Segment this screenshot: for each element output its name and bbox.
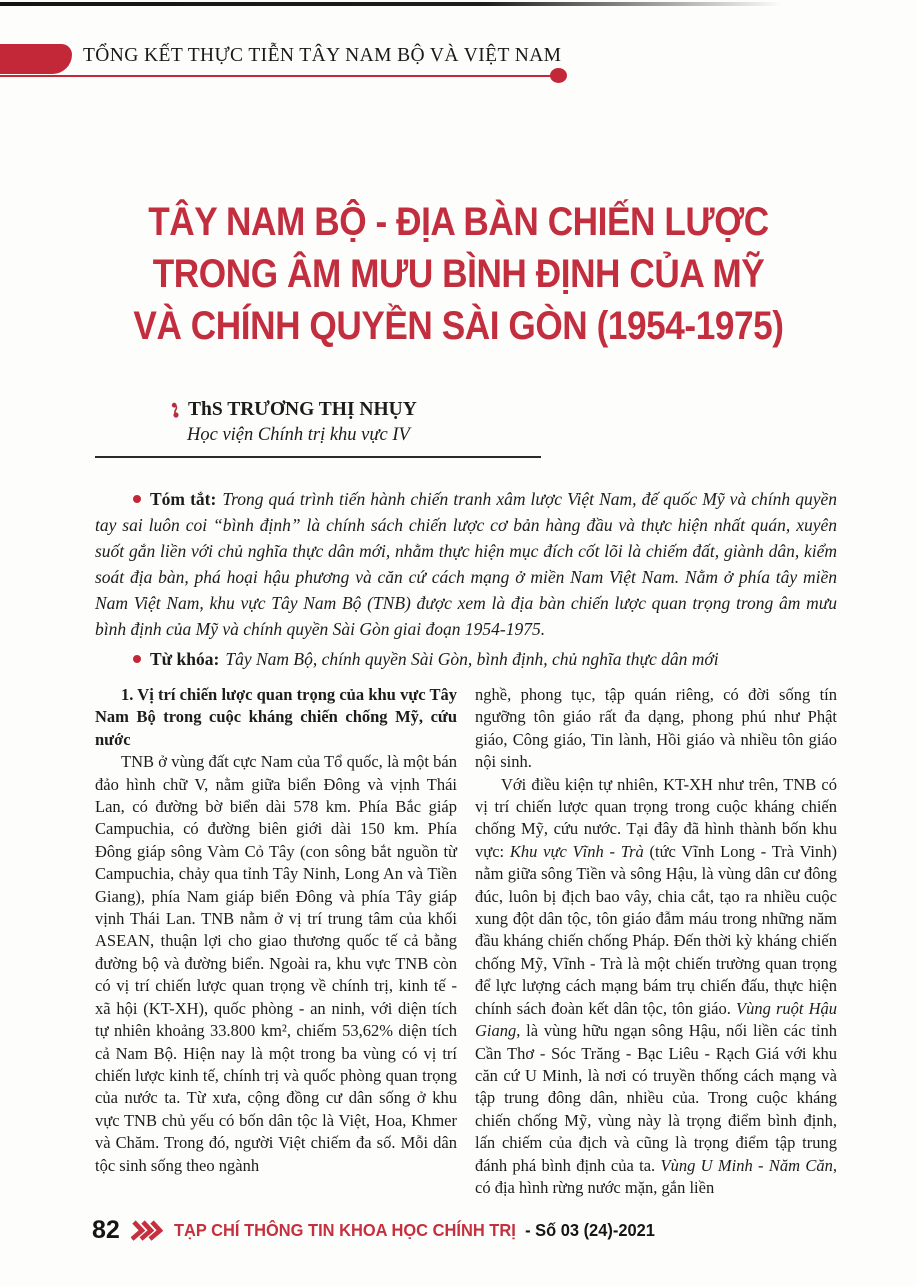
page-number: 82 [92, 1216, 120, 1244]
keywords-text: Tây Nam Bộ, chính quyền Sài Gòn, bình định, chủ nghĩa thực dân mới [225, 649, 719, 669]
abstract-paragraph [95, 486, 837, 642]
header-underline [0, 75, 554, 77]
article-title [55, 196, 862, 352]
running-head [0, 43, 917, 89]
author-block [170, 399, 417, 446]
header-ribbon-icon [0, 44, 72, 74]
author-affiliation: Học viện Chính trị khu vực IV [187, 425, 410, 445]
right-column-paragraph-1: nghề, phong tục, tập quán riêng, có đời sống tín ngưỡng tôn giáo rất đa dạng, phong phú như Phật giáo, Công giáo, Tin lành, Hồi giáo và nhiều tôn giáo nội sinh. [475, 685, 837, 772]
author-line [170, 399, 417, 421]
journal-issue: - Số 03 (24)-2021 [524, 1220, 655, 1240]
keywords-line [95, 646, 837, 672]
article-title-line-2: TRONG ÂM MƯU BÌNH ĐỊNH CỦA MỸ [152, 252, 765, 296]
abstract-text: Trong quá trình tiến hành chiến tranh xâm lược Việt Nam, đế quốc Mỹ và chính quyền tay sai luôn coi “bình định” là chính sách chiến lược cơ bản hàng đầu và thực hiện nhất quán, xuyên suốt gắn liền với chủ nghĩa thực dân mới, nhằm thực hiện mục đích cốt lõi là chiếm đất, giành dân, kiểm soát địa bàn, phá hoại hậu phương và căn cứ cách mạng ở miền Nam Việt Nam. Nằm ở phía tây miền Nam Việt Nam, khu vực Tây Nam Bộ (TNB) được xem là địa bàn chiến lược quan trọng trong âm mưu bình định của Mỹ và chính quyền Sài Gòn giai đoạn 1954-1975. [95, 489, 838, 639]
journal-line [174, 1220, 655, 1241]
footer-chevrons-icon [131, 1220, 163, 1242]
article-title-line-3: VÀ CHÍNH QUYỀN SÀI GÒN (1954-1975) [133, 304, 784, 348]
section-1-heading: 1. Vị trí chiến lược quan trọng của khu vực Tây Nam Bộ trong cuộc kháng chiến chống Mỹ, cứu nước [95, 685, 457, 749]
article-title-line-1: TÂY NAM BỘ - ĐỊA BÀN CHIẾN LƯỢC [148, 200, 769, 244]
abstract-bullet-icon [133, 495, 141, 503]
abstract-section [95, 486, 837, 672]
section-title: TỔNG KẾT THỰC TIỄN TÂY NAM BỘ VÀ VIỆT NAM [83, 45, 562, 66]
keywords-label: Từ khóa: [150, 649, 220, 669]
top-edge-line [0, 2, 782, 6]
body-columns [95, 684, 837, 1199]
header-dot-icon [550, 68, 567, 83]
page-footer [92, 1216, 685, 1245]
fleuron-icon [170, 402, 181, 419]
abstract-label: Tóm tắt: [150, 489, 217, 509]
right-column-paragraph-2: Với điều kiện tự nhiên, KT-XH như trên, TNB có vị trí chiến lược quan trọng trong cuộc kháng chiến chống Mỹ, cứu nước. Tại đây đã hình thành bốn khu vực: Khu vực Vĩnh - Trà (tức Vĩnh Long - Trà Vinh) nằm giữa sông Tiền và sông Hậu, là vùng dân cư đông đúc, luôn bị địch bao vây, chia cắt, tạo ra nhiều cuộc xung đột dân tộc, tôn giáo đẫm máu trong những năm đầu kháng chiến chống Pháp. Đến thời kỳ kháng chiến chống Mỹ, Vĩnh - Trà là một chiến trường quan trọng để lực lượng cách mạng bám trụ chiến đấu, thực hiện chính sách đoàn kết dân tộc, tôn giáo. Vùng ruột Hậu Giang, là vùng hữu ngạn sông Hậu, nối liền các tỉnh Cần Thơ - Sóc Trăng - Bạc Liêu - Rạch Giá với khu căn cứ U Minh, là nơi có truyền thống cách mạng và tập trung đông dân, nhiều của. Trong cuộc kháng chiến chống Mỹ, vùng này là trọng điểm bình định, lấn chiếm của địch và cũng là trọng điểm tập trung đánh phá bình định của ta. Vùng U Minh - Năm Căn, có địa hình rừng nước mặn, gắn liền [475, 774, 838, 1197]
left-column-paragraph: TNB ở vùng đất cực Nam của Tổ quốc, là một bán đảo hình chữ V, nằm giữa biển Đông và vịnh Thái Lan, có đường bờ biển dài 578 km. Phía Bắc giáp Campuchia, có đường biên giới dài 150 km. Phía Đông giáp sông Vàm Cỏ Tây (con sông bắt nguồn từ Campuchia, chảy qua tỉnh Tây Ninh, Long An và Tiền Giang), phía Nam giáp biển Đông và phía Tây giáp vịnh Thái Lan. TNB nằm ở vị trí trung tâm của khối ASEAN, thuận lợi cho giao thương quốc tế cả bằng đường bộ và đường biển. Ngoài ra, khu vực TNB còn có vị trí chiến lược quan trọng về chính trị, kinh tế - xã hội (KT-XH), quốc phòng - an ninh, với diện tích tự nhiên khoảng 33.800 km², chiếm 53,62% diện tích cả Nam Bộ. Hiện nay là một trong ba vùng có vị trí chiến lược kinh tế, chính trị và quốc phòng quan trọng của nước ta. Từ xưa, cộng đồng cư dân sống ở khu vực TNB chủ yếu có bốn dân tộc là Việt, Hoa, Khmer và Chăm. Trong đó, người Việt chiếm đa số. Mỗi dân tộc sinh sống theo ngành [95, 752, 457, 1175]
right-column [475, 684, 837, 1199]
keywords-bullet-icon [133, 655, 141, 663]
author-name: ThS TRƯƠNG THỊ NHỤY [188, 399, 417, 420]
author-rule [95, 456, 541, 458]
journal-title: TẠP CHÍ THÔNG TIN KHOA HỌC CHÍNH TRỊ [173, 1220, 516, 1240]
left-column [95, 684, 457, 1199]
